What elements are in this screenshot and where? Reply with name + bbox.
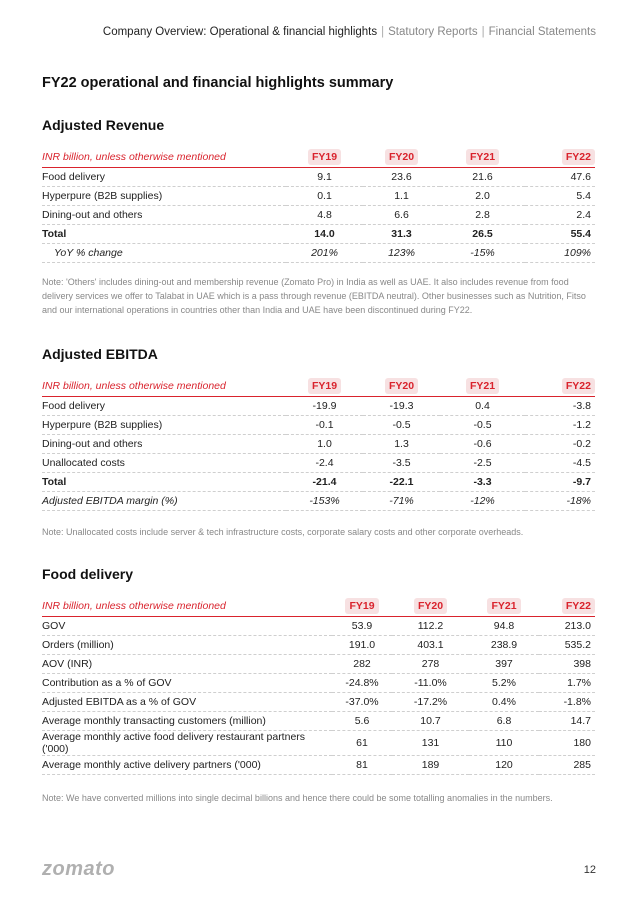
- cell-value: -0.5: [363, 415, 440, 434]
- cell-value: 55.4: [525, 224, 595, 243]
- column-header-fy19: [286, 147, 363, 167]
- cell-value: -19.3: [363, 396, 440, 415]
- cell-value: -11.0%: [392, 673, 469, 692]
- cell-value: -0.5: [440, 415, 525, 434]
- cell-value: 238.9: [469, 635, 539, 654]
- cell-value: 5.4: [525, 186, 595, 205]
- cell-value: 1.0: [286, 434, 363, 453]
- table-row: [42, 415, 595, 434]
- cell-value: 23.6: [363, 167, 440, 186]
- cell-value: -0.1: [286, 415, 363, 434]
- row-label: Unallocated costs: [42, 453, 286, 472]
- cell-value: 397: [469, 654, 539, 673]
- cell-value: -0.6: [440, 434, 525, 453]
- cell-value: -18%: [525, 491, 595, 510]
- cell-value: 14.7: [539, 711, 595, 730]
- cell-value: 285: [539, 755, 595, 774]
- column-header-fy21: [440, 147, 525, 167]
- column-header-fy19: [286, 376, 363, 396]
- header-financial-statements[interactable]: Financial Statements: [488, 26, 596, 38]
- row-label: Food delivery: [42, 396, 286, 415]
- cell-value: 4.8: [286, 205, 363, 224]
- cell-value: 535.2: [539, 635, 595, 654]
- cell-value: 0.1: [286, 186, 363, 205]
- fy-badge: FY22: [562, 149, 595, 165]
- zomato-logo: zomato: [42, 858, 115, 880]
- food-delivery-table: [42, 596, 595, 775]
- table-row: [42, 616, 595, 635]
- table-header-row: [42, 596, 595, 616]
- column-header-fy20: [392, 596, 469, 616]
- column-header-fy22: [539, 596, 595, 616]
- cell-value: -3.3: [440, 472, 525, 491]
- row-label: Average monthly transacting customers (million): [42, 711, 332, 730]
- cell-value: -0.2: [525, 434, 595, 453]
- cell-value: 1.1: [363, 186, 440, 205]
- cell-value: -12%: [440, 491, 525, 510]
- cell-value: 398: [539, 654, 595, 673]
- table-row: [42, 396, 595, 415]
- page-number: 12: [583, 864, 596, 876]
- cell-value: 9.1: [286, 167, 363, 186]
- cell-value: -37.0%: [332, 692, 392, 711]
- fy-badge: FY20: [414, 598, 447, 614]
- ebitda-table: [42, 376, 595, 511]
- table-row: [42, 186, 595, 205]
- cell-value: 213.0: [539, 616, 595, 635]
- column-header-fy19: [332, 596, 392, 616]
- cell-value: 120: [469, 755, 539, 774]
- cell-value: -24.8%: [332, 673, 392, 692]
- row-label: Adjusted EBITDA as a % of GOV: [42, 692, 332, 711]
- fy-badge: FY21: [487, 598, 520, 614]
- row-label: Contribution as a % of GOV: [42, 673, 332, 692]
- table-row: [42, 755, 595, 774]
- cell-value: 282: [332, 654, 392, 673]
- revenue-table: [42, 147, 595, 263]
- row-label: Average monthly active delivery partners ('000): [42, 755, 332, 774]
- fy-badge: FY21: [466, 149, 499, 165]
- revenue-title: Adjusted Revenue: [42, 117, 165, 133]
- table-row: [42, 434, 595, 453]
- fy-badge: FY22: [562, 598, 595, 614]
- column-header-fy20: [363, 147, 440, 167]
- cell-value: 0.4: [440, 396, 525, 415]
- cell-value: -4.5: [525, 453, 595, 472]
- row-label: Dining-out and others: [42, 205, 286, 224]
- row-label: Hyperpure (B2B supplies): [42, 186, 286, 205]
- cell-value: 109%: [525, 243, 595, 262]
- row-label: Food delivery: [42, 167, 286, 186]
- unit-label: INR billion, unless otherwise mentioned: [42, 599, 226, 612]
- cell-value: 6.8: [469, 711, 539, 730]
- table-row: [42, 711, 595, 730]
- cell-value: 6.6: [363, 205, 440, 224]
- cell-value: -1.8%: [539, 692, 595, 711]
- cell-value: 180: [539, 730, 595, 755]
- cell-value: -17.2%: [392, 692, 469, 711]
- cell-value: -153%: [286, 491, 363, 510]
- cell-value: -9.7: [525, 472, 595, 491]
- row-label: Total: [42, 472, 286, 491]
- column-header-fy20: [363, 376, 440, 396]
- page-title: FY22 operational and financial highlights summary: [42, 75, 394, 91]
- row-label: GOV: [42, 616, 332, 635]
- fy-badge: FY19: [308, 149, 341, 165]
- header-separator: |: [481, 26, 485, 38]
- food-delivery-note: Note: We have converted millions into single decimal billions and hence there could be some totalling anomalies in the numbers.: [42, 792, 553, 803]
- table-row: [42, 453, 595, 472]
- cell-value: 47.6: [525, 167, 595, 186]
- cell-value: -15%: [440, 243, 525, 262]
- row-label: Dining-out and others: [42, 434, 286, 453]
- unit-label: INR billion, unless otherwise mentioned: [42, 150, 226, 163]
- table-row: [42, 472, 595, 491]
- column-header-fy21: [469, 596, 539, 616]
- header-statutory-reports[interactable]: Statutory Reports: [388, 26, 478, 38]
- page-header: [103, 26, 596, 38]
- cell-value: 2.4: [525, 205, 595, 224]
- table-row: [42, 730, 595, 755]
- table-row: [42, 243, 595, 262]
- cell-value: 26.5: [440, 224, 525, 243]
- table-row: [42, 673, 595, 692]
- cell-value: 81: [332, 755, 392, 774]
- fy-badge: FY20: [385, 149, 418, 165]
- cell-value: 1.7%: [539, 673, 595, 692]
- fy-badge: FY20: [385, 378, 418, 394]
- unit-label: INR billion, unless otherwise mentioned: [42, 379, 226, 392]
- cell-value: -22.1: [363, 472, 440, 491]
- table-row: [42, 224, 595, 243]
- row-label: AOV (INR): [42, 654, 332, 673]
- cell-value: 14.0: [286, 224, 363, 243]
- table-row: [42, 205, 595, 224]
- row-label: YoY % change: [42, 243, 286, 262]
- cell-value: -71%: [363, 491, 440, 510]
- fy-badge: FY19: [345, 598, 378, 614]
- table-row: [42, 692, 595, 711]
- table-row: [42, 167, 595, 186]
- cell-value: 61: [332, 730, 392, 755]
- cell-value: 2.8: [440, 205, 525, 224]
- cell-value: -2.5: [440, 453, 525, 472]
- row-label: Total: [42, 224, 286, 243]
- row-label: Adjusted EBITDA margin (%): [42, 491, 286, 510]
- food-delivery-section: [42, 566, 595, 805]
- header-separator: |: [381, 26, 385, 38]
- cell-value: 53.9: [332, 616, 392, 635]
- fy-badge: FY21: [466, 378, 499, 394]
- header-active-section[interactable]: Company Overview: Operational & financial highlights: [102, 26, 378, 38]
- cell-value: -2.4: [286, 453, 363, 472]
- cell-value: 110: [469, 730, 539, 755]
- cell-value: 191.0: [332, 635, 392, 654]
- cell-value: 0.4%: [469, 692, 539, 711]
- cell-value: 189: [392, 755, 469, 774]
- row-label: Orders (million): [42, 635, 332, 654]
- table-row: [42, 654, 595, 673]
- table-row: [42, 491, 595, 510]
- cell-value: -3.8: [525, 396, 595, 415]
- cell-value: -19.9: [286, 396, 363, 415]
- cell-value: 403.1: [392, 635, 469, 654]
- cell-value: 201%: [286, 243, 363, 262]
- cell-value: 123%: [363, 243, 440, 262]
- table-header-row: [42, 147, 595, 167]
- ebitda-section: [42, 346, 595, 539]
- cell-value: -21.4: [286, 472, 363, 491]
- cell-value: 278: [392, 654, 469, 673]
- table-header-row: [42, 376, 595, 396]
- cell-value: 94.8: [469, 616, 539, 635]
- column-header-fy22: [525, 147, 595, 167]
- ebitda-note: Note: Unallocated costs include server & tech infrastructure costs, corporate salary costs and other corporate overheads.: [42, 526, 524, 537]
- column-header-fy22: [525, 376, 595, 396]
- cell-value: 5.6: [332, 711, 392, 730]
- revenue-note: Note: 'Others' includes dining-out and membership revenue (Zomato Pro) in India as well as UAE. It also includes revenue from food delivery services we offer to Talabat in UAE which is a pass through revenue (EBITDA neutral). Other businesses such as Nutrition, Fitso and our international operations in countries other than India and UAE have been discontinued during FY22.: [42, 276, 586, 315]
- cell-value: -1.2: [525, 415, 595, 434]
- fy-badge: FY22: [562, 378, 595, 394]
- food-delivery-title: Food delivery: [42, 566, 134, 582]
- cell-value: 2.0: [440, 186, 525, 205]
- cell-value: -3.5: [363, 453, 440, 472]
- cell-value: 112.2: [392, 616, 469, 635]
- column-header-fy21: [440, 376, 525, 396]
- row-label: Average monthly active food delivery restaurant partners ('000): [42, 730, 332, 755]
- cell-value: 31.3: [363, 224, 440, 243]
- cell-value: 10.7: [392, 711, 469, 730]
- row-label: Hyperpure (B2B supplies): [42, 415, 286, 434]
- cell-value: 5.2%: [469, 673, 539, 692]
- cell-value: 21.6: [440, 167, 525, 186]
- cell-value: 1.3: [363, 434, 440, 453]
- ebitda-title: Adjusted EBITDA: [42, 346, 158, 362]
- table-row: [42, 635, 595, 654]
- fy-badge: FY19: [308, 378, 341, 394]
- revenue-section: [42, 117, 595, 317]
- cell-value: 131: [392, 730, 469, 755]
